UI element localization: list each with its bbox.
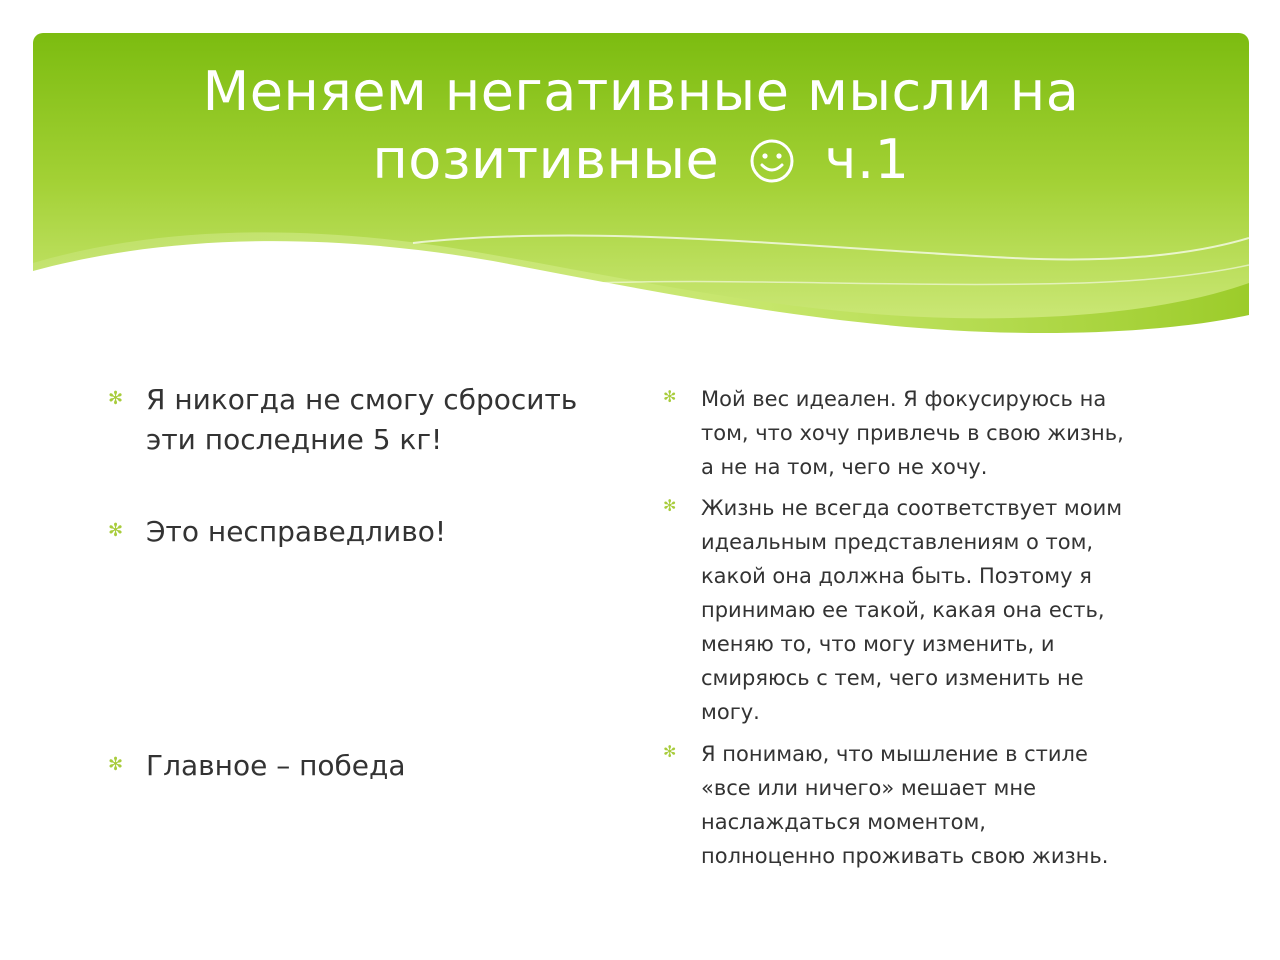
bullet-text-line: наслаждаться моментом, [701,810,986,834]
bullet-text-line: Я никогда не смогу сбросить [146,383,578,416]
asterisk-icon: ✻ [108,754,124,775]
left-bullet-1 [108,380,577,460]
bullet-text-line: эти последние 5 кг! [146,423,443,456]
bullet-text-line: полноценно проживать свою жизнь. [701,844,1109,868]
bullet-text-line: идеальным представлениям о том, [701,530,1094,554]
right-bullet-1 [663,382,1124,484]
bullet-text-line: какой она должна быть. Поэтому я [701,564,1092,588]
bullet-text-line: смиряюсь с тем, чего изменить не [701,666,1084,690]
bullet-text-line: том, что хочу привлечь в свою жизнь, [701,421,1124,445]
bullet-text-line: Жизнь не всегда соответствует моим [701,496,1123,520]
smiley-icon [749,132,795,200]
asterisk-icon: ✻ [663,742,677,761]
bullet-text-line: меняю то, что могу изменить, и [701,632,1055,656]
bullet-text-line: а не на том, чего не хочу. [701,455,988,479]
bullet-text-line: могу. [701,700,760,724]
bullet-text-line: Это несправедливо! [146,515,447,548]
bullet-text-line: Я понимаю, что мышление в стиле [701,742,1088,766]
right-bullet-3 [663,737,1108,873]
left-bullet-3 [108,746,406,786]
bullet-text-line: Мой вес идеален. Я фокусируюсь на [701,387,1107,411]
title-line-1: Меняем негативные мысли на [202,60,1080,123]
asterisk-icon: ✻ [663,387,677,406]
title-line-2 [33,126,1249,200]
title-part: ч.1 [824,128,910,191]
asterisk-icon: ✻ [663,496,677,515]
bullet-text-line: принимаю ее такой, какая она есть, [701,598,1105,622]
asterisk-icon: ✻ [108,388,124,409]
page-title [33,58,1249,200]
right-bullet-2 [663,491,1122,729]
bullet-text-line: «все или ничего» мешает мне [701,776,1037,800]
left-bullet-2 [108,512,446,552]
asterisk-icon: ✻ [108,520,124,541]
bullet-text-line: Главное – победа [146,749,406,782]
title-word: позитивные [372,128,720,191]
